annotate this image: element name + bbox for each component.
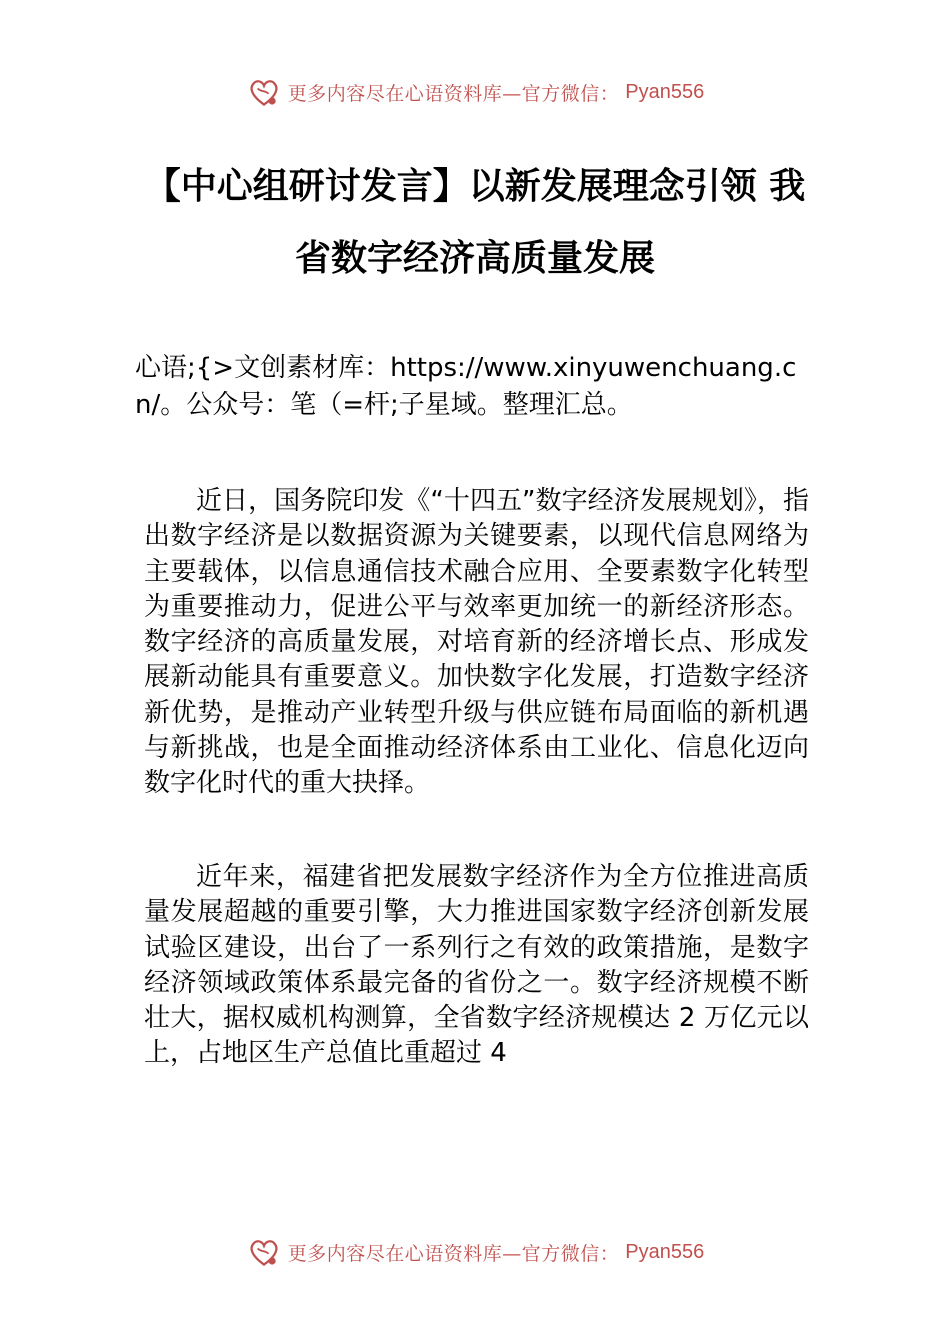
watermark-wechat-id: Pyan556 [625,1240,705,1263]
paragraph-2: 近年来，福建省把发展数字经济作为全方位推进高质量发展超越的重要引擎，大力推进国家数字经济创新发展试验区建设，出台了一系列行之有效的政策措施，是数字经济领域政策体系最完备的省份之一。数字经济规模不断壮大，据权威机构测算，全省数字经济规模达 2 万亿元以上，占地区生产总值比重超过 4 [144,862,809,1069]
heart-logo-icon [246,74,282,110]
watermark-wechat-id: Pyan556 [625,80,705,103]
header-watermark [0,70,950,114]
footer-watermark [0,1230,950,1274]
watermark-text: 更多内容尽在心语资料库—官方微信： [287,82,620,105]
heart-logo-icon [246,1234,282,1270]
watermark-text: 更多内容尽在心语资料库—官方微信： [287,1242,620,1265]
paragraph-1: 近日，国务院印发《“十四五”数字经济发展规划》，指出数字经济是以数据资源为关键要素，以现代信息网络为主要载体，以信息通信技术融合应用、全要素数字化转型为重要推动力，促进公平与效率更加统一的新经济形态。数字经济的高质量发展，对培育新的经济增长点、形成发展新动能具有重要意义。加快数字化发展，打造数字经济新优势，是推动产业转型升级与供应链布局面临的新机遇与新挑战，也是全面推动经济体系由工业化、信息化迈向数字化时代的重大抉择。 [144,486,809,799]
document-title: 【中心组研讨发言】以新发展理念引领 我省数字经济高质量发展 [144,165,806,279]
source-note: 心语;{>文创素材库：https://www.xinyuwenchuang.cn/。公众号：笔（=杆;子星域。整理汇总。 [135,353,797,420]
